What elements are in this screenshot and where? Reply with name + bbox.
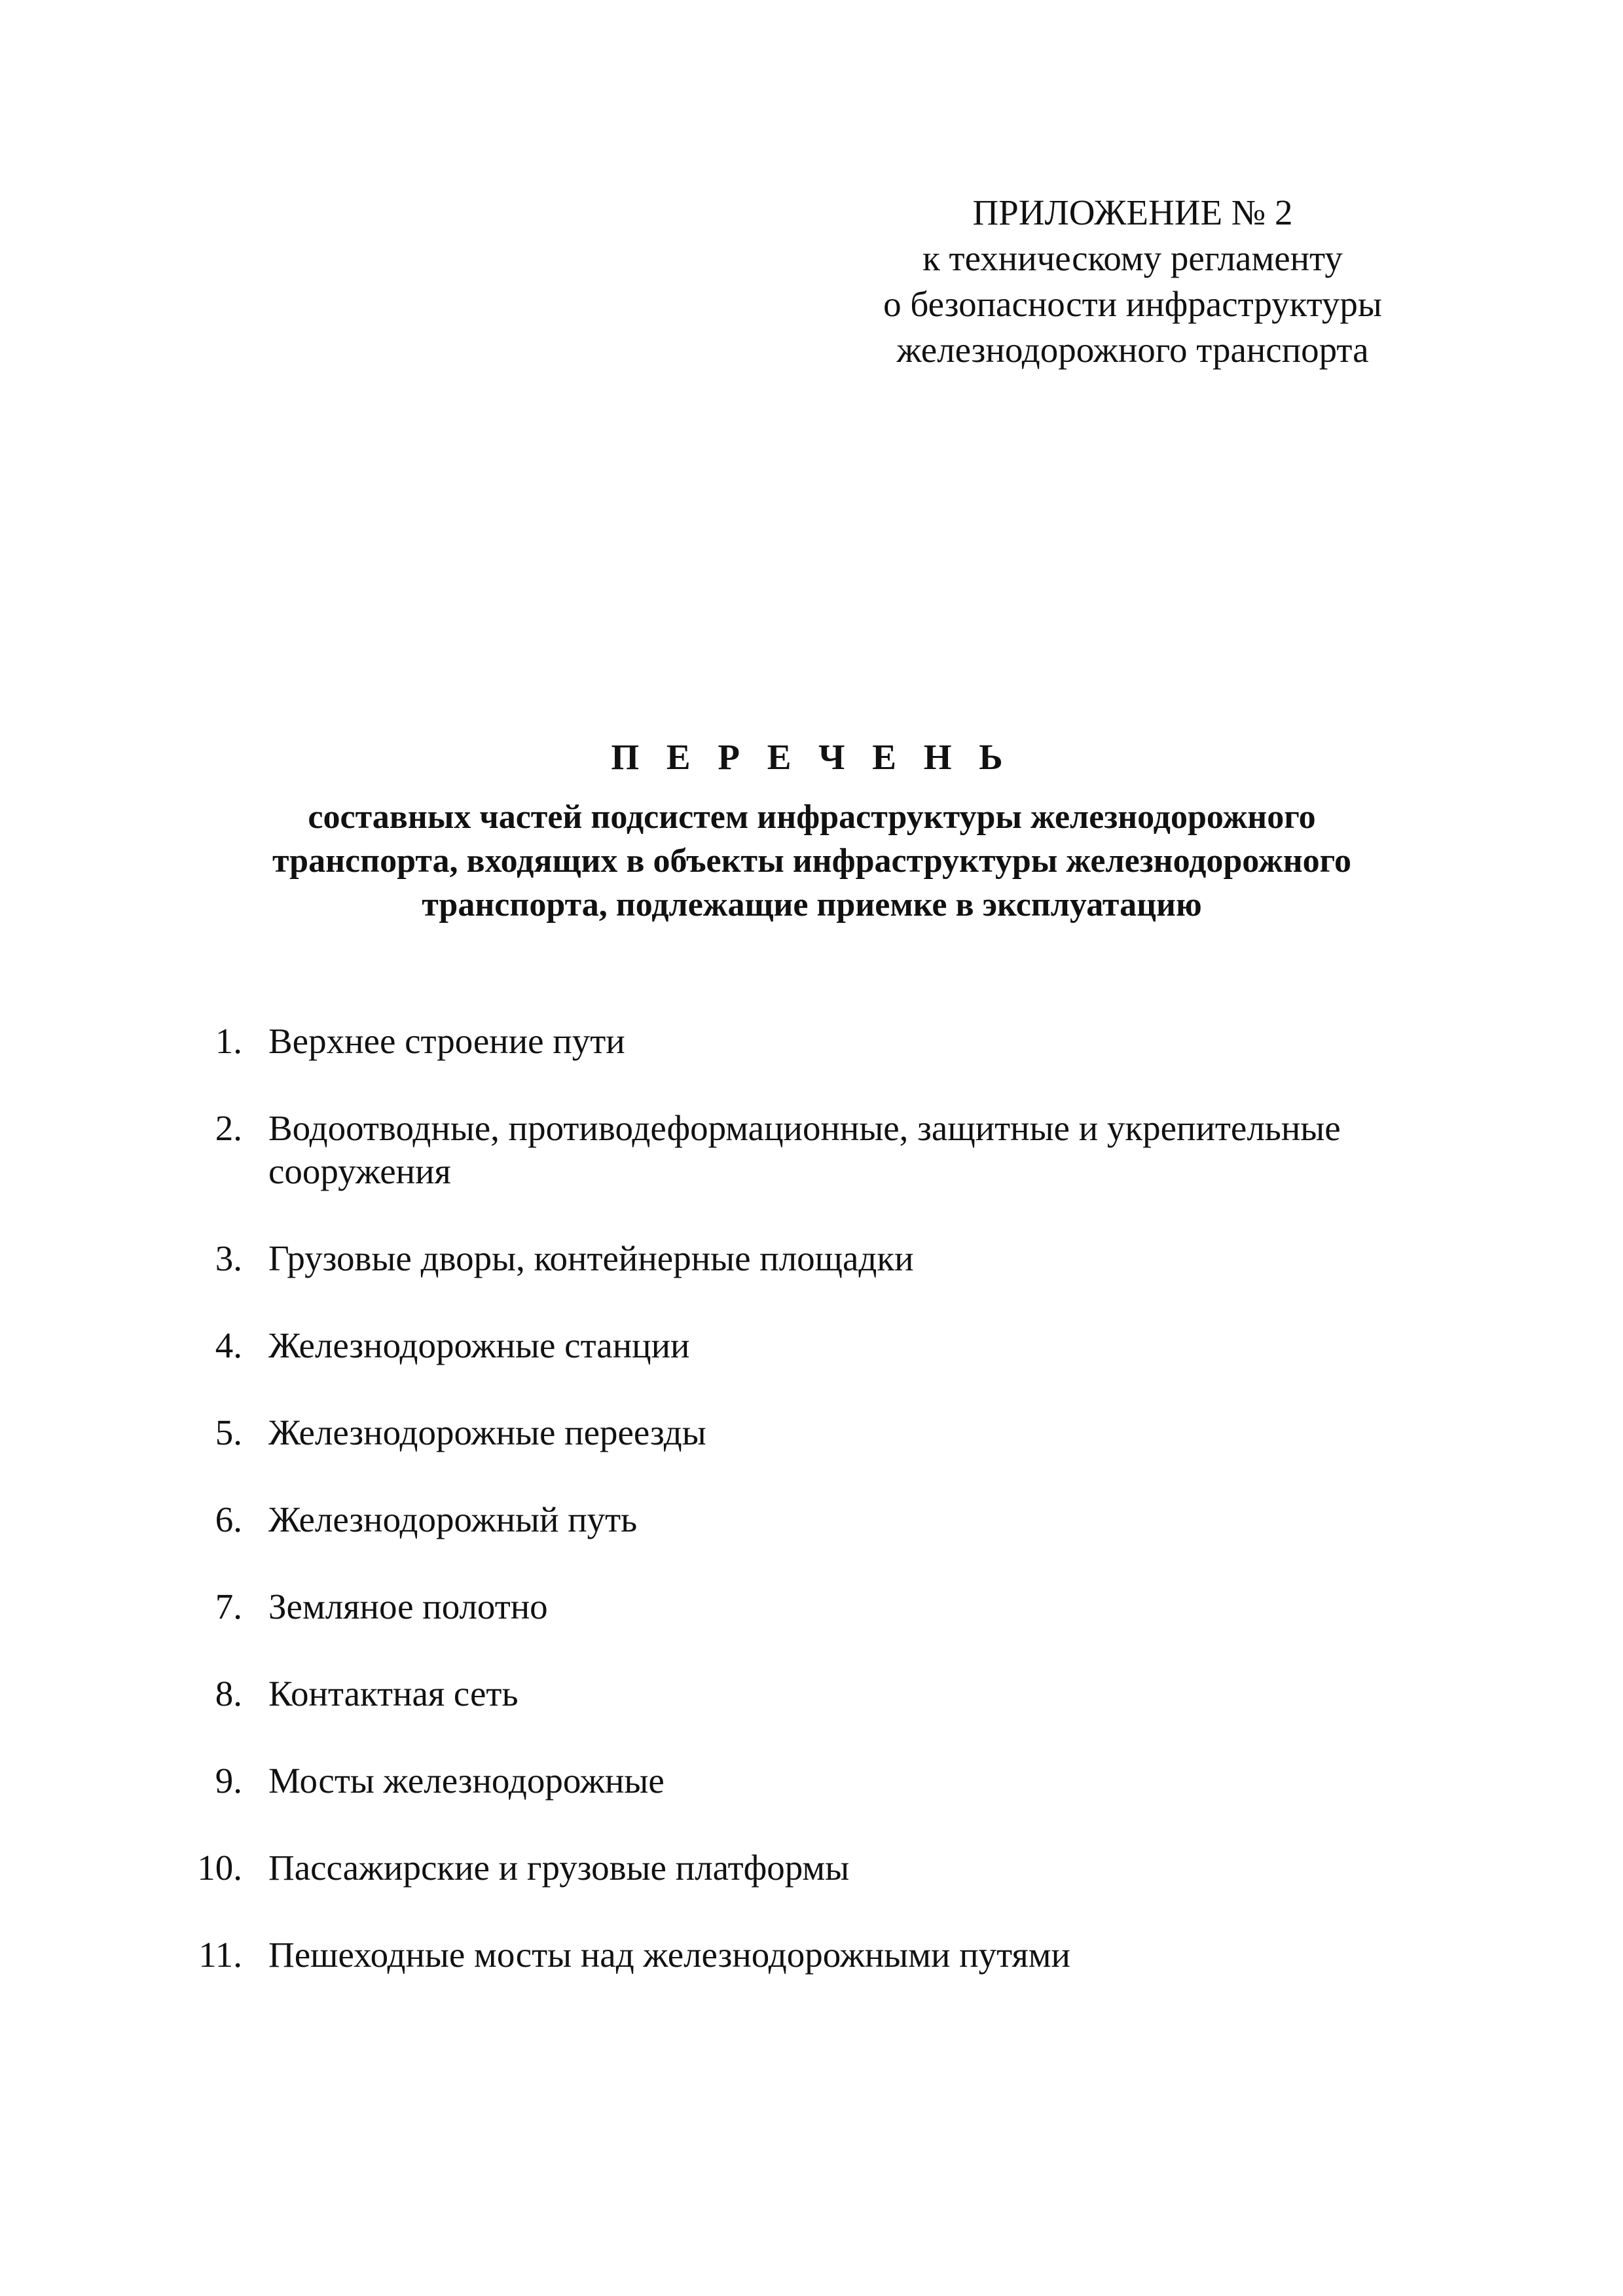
- subtitle-line-3: транспорта, подлежащие приемке в эксплуатацию: [422, 886, 1202, 924]
- list-item-number: 9.: [215, 1761, 242, 1801]
- list-item: [177, 1498, 1486, 1541]
- document-subtitle: [183, 795, 1440, 927]
- list-item-text: Мосты железнодорожные: [268, 1761, 665, 1801]
- list-item: [177, 1933, 1486, 1977]
- list-item-number: 3.: [215, 1238, 242, 1278]
- appendix-header: [773, 190, 1493, 373]
- list-item-number: 5.: [215, 1412, 242, 1452]
- appendix-line-1: ПРИЛОЖЕНИЕ № 2: [972, 192, 1293, 232]
- list-item-number: 1.: [215, 1021, 242, 1061]
- subtitle-line-1: составных частей подсистем инфраструктуры железнодорожного: [308, 798, 1316, 836]
- list-item-text: Водоотводные, противодеформационные, защитные и укрепительные сооружения: [268, 1108, 1341, 1191]
- list-item-text: Контактная сеть: [268, 1674, 519, 1713]
- list-item-number: 2.: [215, 1108, 242, 1148]
- list-item-text: Верхнее строение пути: [268, 1021, 625, 1061]
- list-item-text: Земляное полотно: [268, 1587, 548, 1626]
- list-item: [177, 1672, 1486, 1715]
- components-list: [177, 1020, 1486, 2020]
- list-item: [177, 1237, 1486, 1280]
- list-item-text: Пешеходные мосты над железнодорожными путями: [268, 1935, 1070, 1975]
- subtitle-line-2: транспорта, входящих в объекты инфраструктуры железнодорожного: [272, 842, 1351, 880]
- list-item-number: 10.: [197, 1848, 242, 1888]
- list-item: [177, 1846, 1486, 1890]
- appendix-line-3: о безопасности инфраструктуры: [883, 284, 1382, 324]
- list-item: [177, 1020, 1486, 1063]
- list-item-number: 6.: [215, 1499, 242, 1539]
- list-item-number: 7.: [215, 1587, 242, 1626]
- document-title: П Е Р Е Ч Е Н Ь: [611, 737, 1012, 777]
- list-item-text: Железнодорожные переезды: [268, 1412, 706, 1452]
- appendix-line-2: к техническому регламенту: [922, 238, 1343, 278]
- list-item: [177, 1759, 1486, 1803]
- list-item: [177, 1324, 1486, 1367]
- list-item-text: Грузовые дворы, контейнерные площадки: [268, 1238, 914, 1278]
- list-item: [177, 1411, 1486, 1454]
- list-item-number: 11.: [198, 1935, 242, 1975]
- list-item-text: Пассажирские и грузовые платформы: [268, 1848, 850, 1888]
- list-item-number: 8.: [215, 1674, 242, 1713]
- list-item: [177, 1585, 1486, 1628]
- appendix-line-4: железнодорожного транспорта: [896, 330, 1369, 370]
- list-item-number: 4.: [215, 1325, 242, 1365]
- list-item: [177, 1107, 1486, 1193]
- list-item-text: Железнодорожный путь: [268, 1499, 638, 1539]
- list-item-text: Железнодорожные станции: [268, 1325, 690, 1365]
